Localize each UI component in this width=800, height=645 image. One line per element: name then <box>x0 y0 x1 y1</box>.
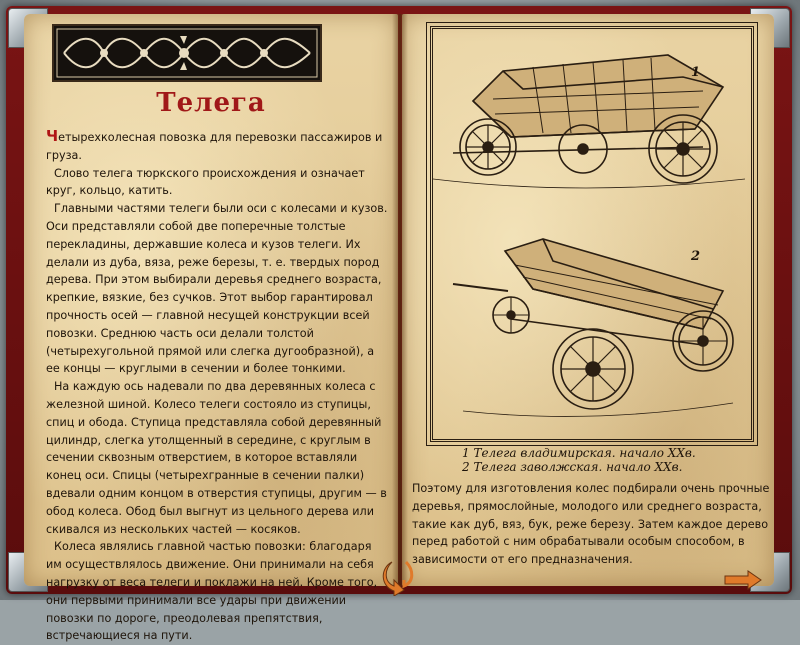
paragraph: На каждую ось надевали по два деревянных колеса с железной шиной. Колесо телеги состояло из ступицы, спиц и обода. Ступица представляла собой деревянный цилиндр, слегка утолщенный в середине, с круглым в сечении сквозным отверстием, в которое вставляли конец оси. Спицы (четырехгранные в сечении палки) вдевали одним концом в отверстия ступицы, другим — в обод колеса. Обод был выгнут из цельного дерева или скивался из нескольких частей — косяков. <box>46 380 387 536</box>
article-body <box>46 128 390 645</box>
cart-drawing-2 <box>453 239 733 416</box>
paragraph-text: етырехколесная повозка для перевозки пассажиров и груза. <box>46 131 383 162</box>
caption-2: 2 Телега заволжская. начало XXв. <box>462 460 683 474</box>
paragraph: Слово телега тюркского происхождения и означает круг, кольцо, катить. <box>46 166 365 198</box>
scroll-down-button[interactable] <box>382 560 416 596</box>
page-title: Телега <box>156 88 266 118</box>
header-ornament <box>52 24 322 82</box>
cart-illustrations <box>433 29 745 433</box>
paragraph: Колеса являлись главной частью повозки: благодаря им осуществлялось движение. Они принимали на себя нагрузку от веса телеги и поклажи на ней. Кроме того, они первыми принимали все удары при движении повозки по дороге, преодолевая препятствия, встречающиеся на пути. <box>46 540 378 643</box>
figure-captions <box>462 446 762 474</box>
next-page-button[interactable] <box>724 570 762 590</box>
illustration-frame <box>430 26 754 442</box>
curved-down-arrow-icon <box>382 560 416 596</box>
right-arrow-icon <box>724 570 762 590</box>
figure-number: 1 <box>691 65 701 80</box>
figure-number: 2 <box>691 249 701 264</box>
right-page <box>402 14 774 586</box>
book-spine <box>392 14 408 586</box>
caption-1: 1 Телега владимирская. начало XXв. <box>462 446 696 460</box>
left-page <box>24 14 398 643</box>
drop-cap: Ч <box>46 127 59 145</box>
paragraph <box>46 128 390 165</box>
article-continuation: Поэтому для изготовления колес подбирали очень прочные деревья, прямослойные, молодого или среднего возраста, такие как дуб, вяз, бук, реже березу. Затем каждое дерево перед работой с ним обрабатывали особым способом, в зависимости от его предназначения. <box>412 482 770 567</box>
paragraph: Главными частями телеги были оси с колесами и кузов. Оси представляли собой две поперечные толстые перекладины, державшие колеса и кузов телеги. Их делали из дуба, вяза, реже березы, т. е. твердых пород дерева. При этом выбирали деревья среднего возраста, крепкие, вязкие, без сучков. Этот выбор гарантировал прочность осей — главной несущей конструкции всей повозки. Среднюю часть оси делали толстой (четырехугольной прямой или слегка дугообразной), а ее концы — круглыми в сечении и более тонкими. <box>46 202 388 376</box>
